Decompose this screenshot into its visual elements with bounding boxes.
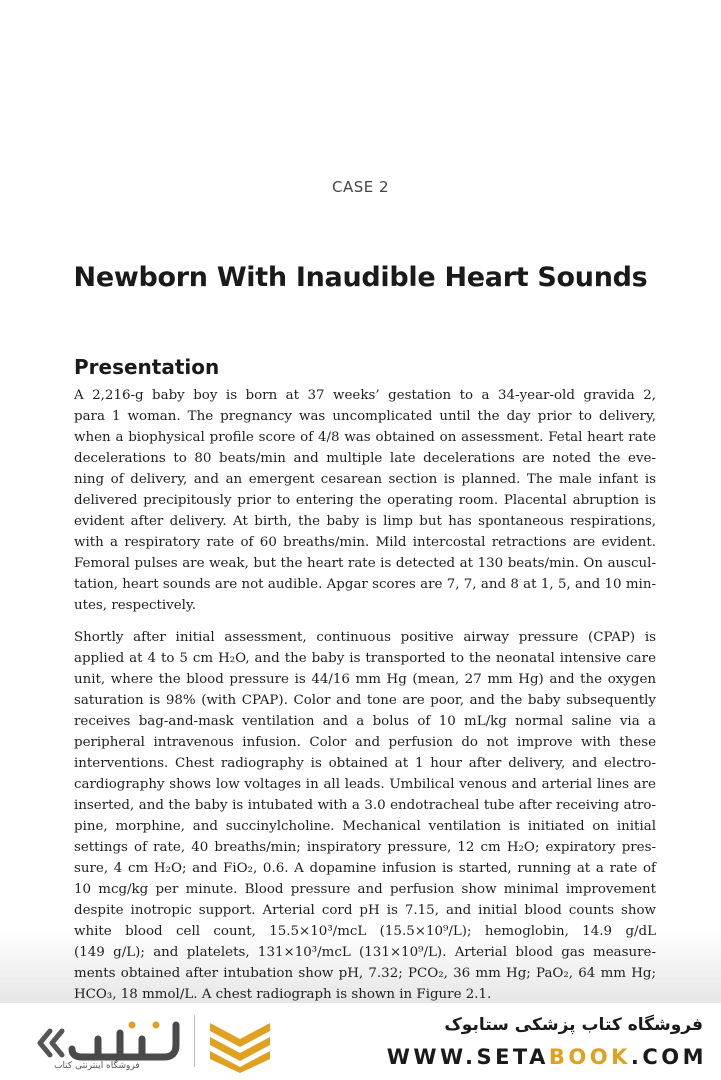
logo-subtitle: فروشگاه اینترنتی کتاب: [54, 1061, 140, 1071]
text-line: Shortly after initial assessment, continuous positive airway pressure (CPAP) is: [74, 630, 656, 645]
text-line: saturation is 98% (with CPAP). Color and tone are poor, and the baby subsequently: [74, 693, 656, 708]
text-line: ments obtained after intubation show pH, 7.32; PCO₂, 36 mm Hg; PaO₂, 64 mm Hg;: [74, 966, 656, 981]
book-chevron-icon: [204, 1017, 276, 1073]
text-line: peripheral intravenous infusion. Color and perfusion do not improve with these: [74, 735, 656, 750]
text-line: HCO₃, 18 mmol/L. A chest radiograph is shown in Figure 2.1.: [74, 987, 492, 1002]
text-line: evident after delivery. At birth, the baby is limp but has spontaneous respirations,: [74, 514, 656, 529]
text-line: tation, heart sounds are not audible. Apgar scores are 7, 7, and 8 at 1, 5, and 10 min-: [74, 577, 656, 592]
setabook-logo-icon: [36, 1019, 186, 1067]
text-line: inserted, and the baby is intubated with a 3.0 endotracheal tube after receiving atro-: [74, 798, 656, 813]
shop-url-link[interactable]: [387, 1045, 707, 1069]
text-line: applied at 4 to 5 cm H₂O, and the baby is transported to the neonatal intensive care: [74, 651, 656, 666]
text-line: interventions. Chest radiography is obtained at 1 hour after delivery, and electro-: [74, 756, 656, 771]
footer-divider: [194, 1015, 195, 1067]
text-line: utes, respectively.: [74, 598, 196, 613]
text-line: unit, where the blood pressure is 44/16 mm Hg (mean, 27 mm Hg) and the oxygen: [74, 672, 656, 687]
text-line: white blood cell count, 15.5×10³/mcL (15.5×10⁹/L); hemoglobin, 14.9 g/dL: [74, 924, 656, 939]
text-line: with a respiratory rate of 60 breaths/min. Mild intercostal retractions are evident.: [74, 535, 656, 550]
text-line: decelerations to 80 beats/min and multiple late decelerations are noted the eve-: [74, 451, 656, 466]
store-footer-banner: [0, 1003, 721, 1080]
paragraph-nicu-course: [74, 627, 656, 1005]
text-line: ning of delivery, and an emergent cesarean section is planned. The male infant is: [74, 472, 656, 487]
text-line: sure, 4 cm H₂O; and FiO₂, 0.6. A dopamine infusion is started, running at a rate of: [74, 861, 656, 876]
text-line: settings of rate, 40 breaths/min; inspiratory pressure, 12 cm H₂O; expiratory pres-: [74, 840, 656, 855]
case-label: CASE 2: [331, 178, 390, 196]
url-part-accent: BOOK: [548, 1045, 631, 1069]
shop-name: فروشگاه کتاب پزشکی ستابوک: [444, 1015, 703, 1035]
text-line: 10 mcg/kg per minute. Blood pressure and perfusion show minimal improvement: [74, 882, 656, 897]
text-line: Femoral pulses are weak, but the heart rate is detected at 130 beats/min. On auscul-: [74, 556, 656, 571]
text-line: despite inotropic support. Arterial cord pH is 7.15, and initial blood counts show: [74, 903, 656, 918]
text-line: receives bag-and-mask ventilation and a bolus of 10 mL/kg normal saline via a: [74, 714, 656, 729]
url-part: WWW.SETA: [386, 1045, 549, 1069]
text-line: pine, morphine, and succinylcholine. Mechanical ventilation is initiated on initial: [74, 819, 656, 834]
section-heading: Presentation: [74, 355, 220, 379]
text-line: para 1 woman. The pregnancy was uncomplicated until the day prior to delivery,: [74, 409, 656, 424]
text-line: cardiography shows low voltages in all leads. Umbilical venous and arterial lines are: [74, 777, 656, 792]
text-line: when a biophysical profile score of 4/8 was obtained on assessment. Fetal heart rate: [74, 430, 656, 445]
text-line: delivered precipitously prior to entering the operating room. Placental abruption is: [74, 493, 656, 508]
paragraph-presentation: [74, 385, 656, 616]
text-line: A 2,216-g baby boy is born at 37 weeks’ gestation to a 34-year-old gravida 2,: [74, 388, 656, 403]
chapter-title: Newborn With Inaudible Heart Sounds: [73, 262, 648, 293]
url-part: .COM: [630, 1045, 707, 1069]
text-line: (149 g/L); and platelets, 131×10³/mcL (131×10⁹/L). Arterial blood gas measure-: [74, 945, 656, 960]
